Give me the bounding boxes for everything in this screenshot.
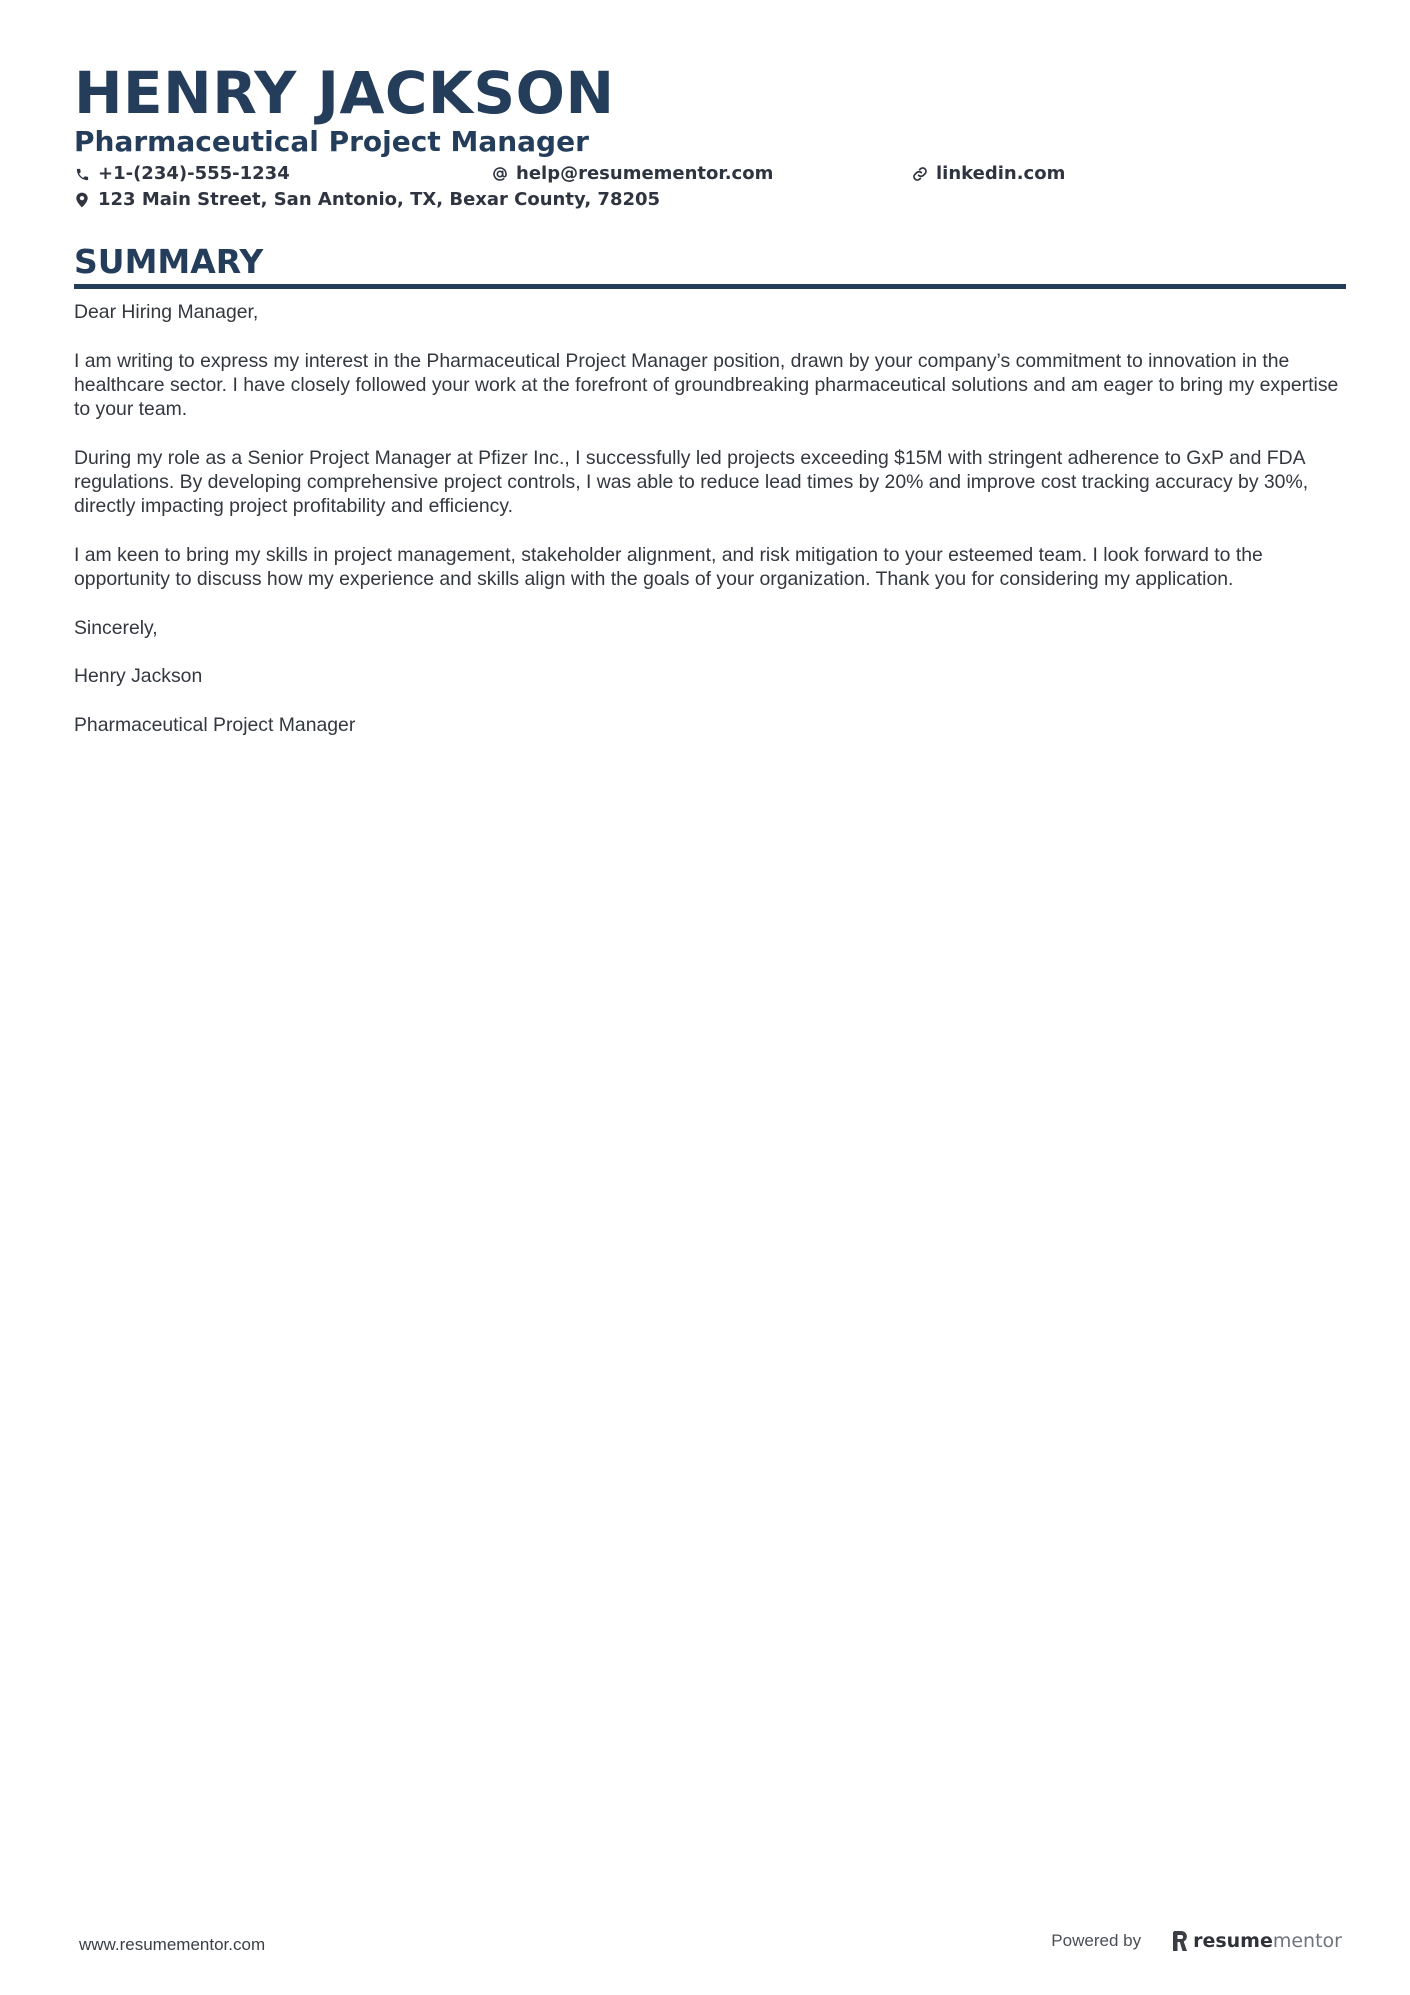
powered-by-label: Powered by — [1051, 1931, 1142, 1950]
section-divider — [74, 284, 1346, 289]
contact-address — [74, 188, 660, 212]
link-icon — [912, 166, 928, 182]
letter-salutation: Dear Hiring Manager, — [74, 301, 259, 323]
contact-website — [912, 162, 1065, 186]
letter-signature-name: Henry Jackson — [74, 665, 203, 688]
letter-paragraph: I am writing to express my interest in the Pharmaceutical Project Manager position, drawn by your company’s commitment to innovation in the healthcare sector. I have closely followed your work at the forefront of groundbreaking pharmaceutical solutions and am eager to bring my expertise to your team. — [74, 349, 1339, 421]
letter-signature-title: Pharmaceutical Project Manager — [74, 714, 356, 737]
address-text: 123 Main Street, San Antonio, TX, Bexar County, 78205 — [98, 189, 661, 210]
at-sign-icon — [492, 166, 508, 182]
section-heading-summary: SUMMARY — [74, 242, 264, 281]
footer-website[interactable]: www.resumementor.com — [79, 1935, 266, 1954]
letter-paragraph: I am keen to bring my skills in project management, stakeholder alignment, and risk mitigation to your esteemed team. I look forward to the opportunity to discuss how my experience and skills align with the goals of your organization. Thank you for considering my application. — [74, 543, 1263, 591]
contact-phone — [74, 162, 290, 186]
letter-paragraph: During my role as a Senior Project Manager at Pfizer Inc., I successfully led projects exceeding $15M with stringent adherence to GxP and FDA regulations. By developing comprehensive project controls, I was able to reduce lead times by 20% and improve cost tracking accuracy by 30%, directly impacting project profitability and efficiency. — [74, 446, 1309, 518]
map-pin-icon — [74, 192, 90, 208]
candidate-title: Pharmaceutical Project Manager — [74, 125, 589, 158]
website-text[interactable]: linkedin.com — [936, 163, 1066, 184]
footer-branding — [1051, 1929, 1342, 1953]
candidate-name: HENRY JACKSON — [74, 59, 615, 127]
phone-icon — [74, 166, 90, 182]
phone-text: +1-(234)-555-1234 — [98, 163, 290, 184]
email-text[interactable]: help@resumementor.com — [516, 163, 774, 184]
letter-closing: Sincerely, — [74, 616, 158, 639]
letter-body — [74, 300, 1346, 762]
contact-email — [492, 162, 773, 186]
brand-name-part1: resume — [1193, 1930, 1273, 1952]
brand-name-part2: mentor — [1272, 1930, 1342, 1952]
resumementor-logo-icon — [1171, 1930, 1189, 1952]
